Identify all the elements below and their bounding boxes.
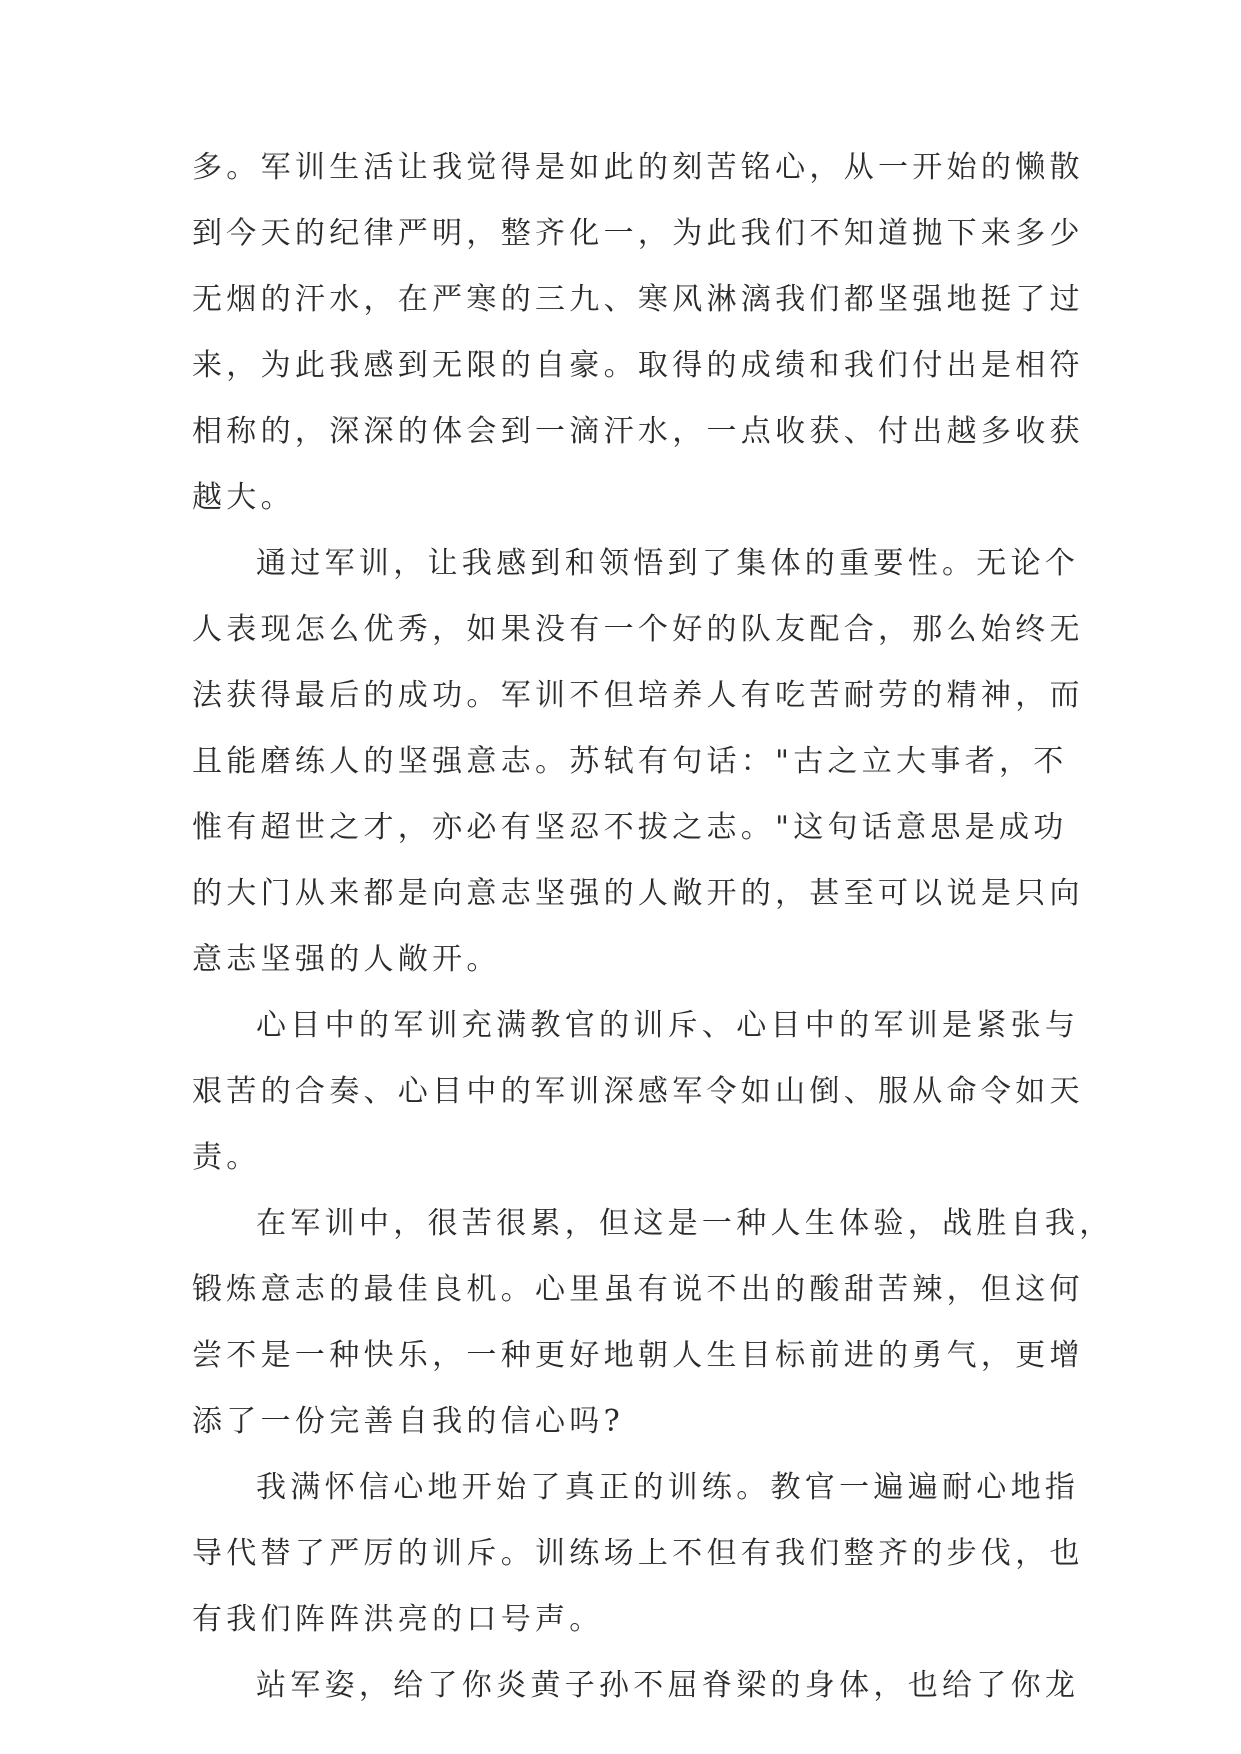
text-line: 添了一份完善自我的信心吗? xyxy=(192,1404,624,1439)
text-line: 导代替了严厉的训斥。训练场上不但有我们整齐的步伐，也 xyxy=(192,1536,1084,1571)
paragraph-first-line: 我满怀信心地开始了真正的训练。教官一遍遍耐心地指 xyxy=(256,1470,1080,1505)
text-line: 越大。 xyxy=(192,480,295,515)
text-line: 艰苦的合奏、心目中的军训深感军令如山倒、服从命令如天 xyxy=(192,1074,1084,1109)
text-line: 尝不是一种快乐，一种更好地朝人生目标前进的勇气，更增 xyxy=(192,1338,1084,1373)
paragraph-first-line: 站军姿，给了你炎黄子孙不屈脊梁的身体，也给了你龙 xyxy=(256,1668,1080,1703)
paragraph-first-line: 通过军训，让我感到和领悟到了集体的重要性。无论个 xyxy=(256,546,1080,581)
text-line: 来，为此我感到无限的自豪。取得的成绩和我们付出是相符 xyxy=(192,348,1084,383)
text-line: 责。 xyxy=(192,1140,261,1175)
text-line: 相称的，深深的体会到一滴汗水，一点收获、付出越多收获 xyxy=(192,414,1084,449)
text-line: 的大门从来都是向意志坚强的人敞开的，甚至可以说是只向 xyxy=(192,876,1084,911)
text-line: 有我们阵阵洪亮的口号声。 xyxy=(192,1602,604,1637)
paragraph-first-line: 在军训中，很苦很累，但这是一种人生体验，战胜自我， xyxy=(256,1206,1114,1241)
paragraph-first-line: 心目中的军训充满教官的训斥、心目中的军训是紧张与 xyxy=(256,1008,1080,1043)
text-line: 且能磨练人的坚强意志。苏轼有句话："古之立大事者，不 xyxy=(192,744,1068,779)
text-line: 惟有超世之才，亦必有坚忍不拔之志。"这句话意思是成功 xyxy=(192,810,1068,845)
text-line: 意志坚强的人敞开。 xyxy=(192,942,501,977)
text-line: 多。军训生活让我觉得是如此的刻苦铭心，从一开始的懒散 xyxy=(192,150,1084,185)
text-line: 到今天的纪律严明，整齐化一，为此我们不知道抛下来多少 xyxy=(192,216,1084,251)
text-line: 法获得最后的成功。军训不但培养人有吃苦耐劳的精神，而 xyxy=(192,678,1084,713)
text-line: 无烟的汗水，在严寒的三九、寒风淋漓我们都坚强地挺了过 xyxy=(192,282,1084,317)
text-line: 锻炼意志的最佳良机。心里虽有说不出的酸甜苦辣，但这何 xyxy=(192,1272,1084,1307)
text-line: 人表现怎么优秀，如果没有一个好的队友配合，那么始终无 xyxy=(192,612,1084,647)
